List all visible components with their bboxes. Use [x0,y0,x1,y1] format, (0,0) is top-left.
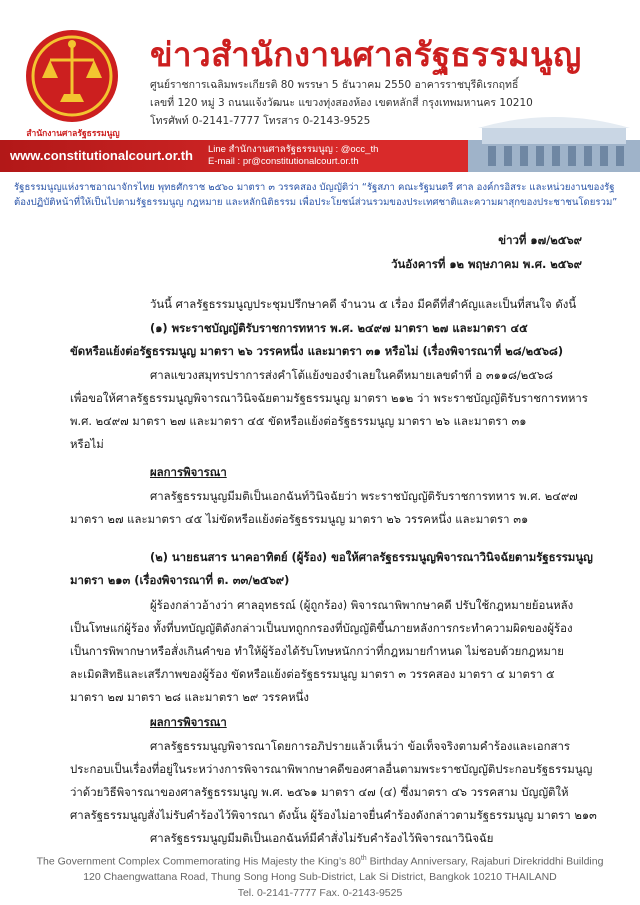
case2-result-label: ผลการพิจารณา [150,715,227,729]
letterhead [0,0,640,172]
case2-result-line-3: ว่าด้วยวิธีพิจารณาของศาลรัฐธรรมนูญ พ.ศ. ๒๕๖๑ มาตรา ๔๗ (๔) ซึ่งมาตรา ๔๖ วรรคสาม บัญญัติให้ [70,785,569,799]
case1-heading-line-1: (๑) พระราชบัญญัติรับราชการทหาร พ.ศ. ๒๔๙๗ มาตรา ๒๗ และมาตรา ๔๕ [150,321,528,335]
address-line-2: เลขที่ 120 หมู่ 3 ถนนแจ้งวัฒนะ แขวงทุ่งสองห้อง เขตหลักสี่ กรุงเทพมหานคร 10210 [150,97,533,109]
case1-result-line-1: ศาลรัฐธรรมนูญมีมติเป็นเอกฉันท์วินิจฉัยว่า พระราชบัญญัติรับราชการทหาร พ.ศ. ๒๔๙๗ [150,489,578,503]
case1-body-line-1: ศาลแขวงสมุทรปราการส่งคำโต้แย้งของจำเลยในคดีหมายเลขดำที่ อ ๓๑๑๘/๒๕๖๘ [150,368,553,382]
case1-body-line-3: พ.ศ. ๒๔๙๗ มาตรา ๒๗ และมาตรา ๔๕ ขัดหรือแย้งต่อรัฐธรรมนูญ มาตรา ๒๖ และมาตรา ๓๑ [70,414,527,428]
case1-heading-line-2: ขัดหรือแย้งต่อรัฐธรรมนูญ มาตรา ๒๖ วรรคหนึ่ง และมาตรา ๓๑ หรือไม่ (เรื่องพิจารณาที่ ๒๘/๒๕๖๘) [70,344,564,358]
case2-result-line-5: ศาลรัฐธรรมนูญมีมติเป็นเอกฉันท์มีคำสั่งไม่รับคำร้องไว้พิจารณาวินิจฉัย [150,831,494,845]
case1-result-label: ผลการพิจารณา [150,465,227,479]
case2-result-line-1: ศาลรัฐธรรมนูญพิจารณาโดยการอภิปรายแล้วเห็นว่า ข้อเท็จจริงตามคำร้องและเอกสาร [150,739,570,753]
case2-body-line-5: มาตรา ๒๗ มาตรา ๒๘ และมาตรา ๒๙ วรรคหนึ่ง [70,690,309,704]
case1-result-line-2: มาตรา ๒๗ และมาตรา ๔๕ ไม่ขัดหรือแย้งต่อรัฐธรรมนูญ มาตรา ๒๖ วรรคหนึ่ง และมาตรา ๓๑ [70,512,529,526]
footer-line-1-post: Birthday Anniversary, Rajaburi Direkriddhi Building [366,855,604,868]
case2-heading-line-1: (๒) นายธนสาร นาคอาทิตย์ (ผู้ร้อง) ขอให้ศาลรัฐธรรมนูญพิจารณาวินิจฉัยตามรัฐธรรมนูญ [150,550,593,564]
case2-result-line-2: ประกอบเป็นเรื่องที่อยู่ในระหว่างการพิจารณาพิพากษาคดีของศาลอื่นตามพระราชบัญญัติประกอบรัฐธรรมนูญ [70,762,593,776]
address-line-1: ศูนย์ราชการเฉลิมพระเกียรติ 80 พรรษา 5 ธันวาคม 2550 อาคารราชบุรีดิเรกฤทธิ์ [150,79,519,91]
court-emblem-icon [16,24,128,134]
case2-heading-line-2: มาตรา ๒๑๓ (เรื่องพิจารณาที่ ต. ๓๓/๒๕๖๙) [70,573,290,587]
footer-line-1-sup: th [360,855,367,862]
footer-line-1 [0,855,640,868]
case2-body-line-2: เป็นโทษแก่ผู้ร้อง ทั้งที่บทบัญญัติดังกล่าวเป็นบทถูกกรองที่บัญญัติขึ้นภายหลังการกระทำความผิดของผู้ร้อง [70,621,573,635]
footer-line-3: Tel. 0-2141-7777 Fax. 0-2143-9525 [237,887,403,899]
email-contact[interactable]: E-mail : pr@constitutionalcourt.or.th [208,156,359,167]
mandate-line-2: ต้องปฏิบัติหน้าที่ให้เป็นไปตามรัฐธรรมนูญ กฎหมาย และหลักนิติธรรม เพื่อประโยชน์ส่วนรวมของประเทศชาติและความผาสุกของประชาชนโดยรวม” [14,197,618,208]
case2-result-line-4: ศาลรัฐธรรมนูญสั่งไม่รับคำร้องไว้พิจารณา ดังนั้น ผู้ร้องไม่อาจยื่นคำร้องดังกล่าวตามรัฐธรรมนูญ มาตรา ๒๑๓ [70,808,597,822]
website-link[interactable]: www.constitutionalcourt.or.th [10,148,193,163]
case2-body-line-3: เป็นการพิพากษาหรือสั่งเกินคำขอ ทำให้ผู้ร้องได้รับโทษหนักกว่าที่กฎหมายกำหนด ไม่ชอบด้วยกฎหมาย [70,644,564,658]
mandate-line-1: รัฐธรรมนูญแห่งราชอาณาจักรไทย พุทธศักราช ๒๕๖๐ มาตรา ๓ วรรคสอง บัญญัติว่า “รัฐสภา คณะรัฐมนตรี ศาล องค์กรอิสระ และหน่วยงานของรัฐ [14,182,615,193]
footer-line-2: 120 Chaengwattana Road, Thung Song Hong Sub-District, Lak Si District, Bangkok 10210 THAILAND [83,871,557,883]
line-contact: Line สำนักงานศาลรัฐธรรมนูญ : @occ_th [208,144,379,155]
release-date: วันอังคารที่ ๑๒ พฤษภาคม พ.ศ. ๒๕๖๙ [391,257,582,271]
header-title: ข่าวสำนักงานศาลรัฐธรรมนูญ [150,35,582,74]
case2-body-line-4: ละเมิดสิทธิและเสรีภาพของผู้ร้อง ขัดหรือแย้งต่อรัฐธรรมนูญ มาตรา ๓ วรรคสอง มาตรา ๔ มาตรา ๕ [70,667,555,681]
emblem-caption: สำนักงานศาลรัฐธรรมนูญ [26,129,120,139]
intro-paragraph: วันนี้ ศาลรัฐธรรมนูญประชุมปรึกษาคดี จำนวน ๕ เรื่อง มีคดีที่สำคัญและเป็นที่สนใจ ดังนี้ [150,297,577,311]
footer-line-1-pre: The Government Complex Commemorating His Majesty the King’s 80 [36,855,361,868]
case1-body-line-2: เพื่อขอให้ศาลรัฐธรรมนูญพิจารณาวินิจฉัยตามรัฐธรรมนูญ มาตรา ๒๑๒ ว่า พระราชบัญญัติรับราชการทหาร [70,391,588,405]
phone-fax-line: โทรศัพท์ 0-2141-7777 โทรสาร 0-2143-9525 [150,115,371,127]
case2-body-line-1: ผู้ร้องกล่าวอ้างว่า ศาลอุทธรณ์ (ผู้ถูกร้อง) พิจารณาพิพากษาคดี ปรับใช้กฎหมายย้อนหลัง [150,598,574,612]
case1-body-line-4: หรือไม่ [70,437,104,451]
news-number: ข่าวที่ ๑๗/๒๕๖๙ [498,233,582,247]
building-illustration-icon [468,104,640,172]
